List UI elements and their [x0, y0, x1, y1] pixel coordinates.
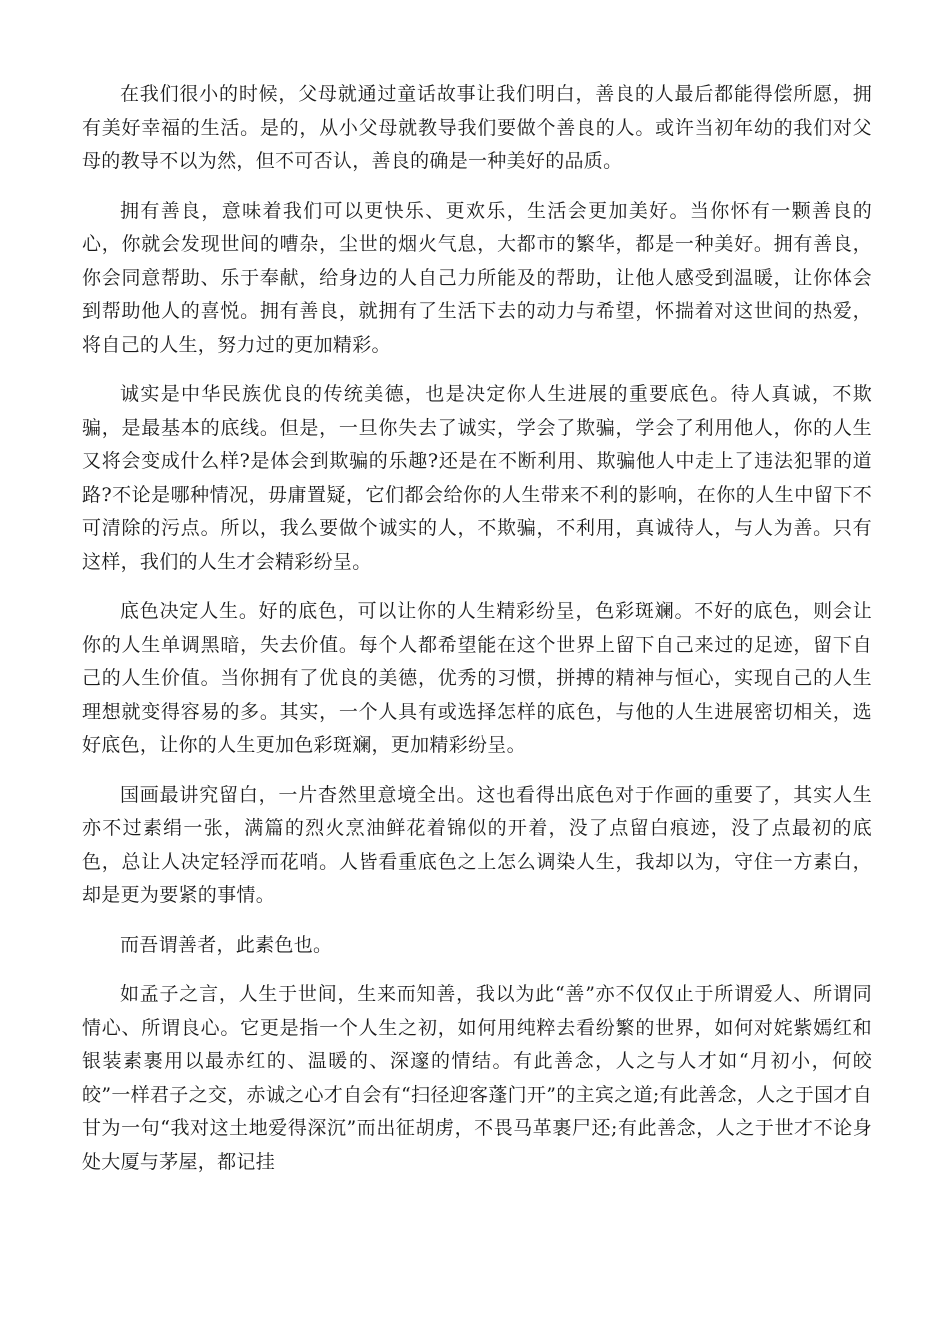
- paragraph-4: 底色决定人生。好的底色，可以让你的人生精彩纷呈，色彩斑斓。不好的底色，则会让你的人生单调黑暗，失去价值。每个人都希望能在这个世界上留下自己来过的足迹，留下自己的人生价值。当你拥有了优良的美德，优秀的习惯，拼搏的精神与恒心，实现自己的人生理想就变得容易的多。其实，一个人具有或选择怎样的底色，与他的人生进展密切相关，选好底色，让你的人生更加色彩斑斓，更加精彩纷呈。: [82, 600, 872, 756]
- paragraph-6: 而吾谓善者，此素色也。: [120, 933, 333, 956]
- paragraph-1: 在我们很小的时候，父母就通过童话故事让我们明白，善良的人最后都能得偿所愿，拥有美好幸福的生活。是的，从小父母就教导我们要做个善良的人。或许当初年幼的我们对父母的教导不以为然，但不可否认，善良的确是一种美好的品质。: [82, 83, 872, 172]
- essay-body: [82, 78, 872, 1195]
- paragraph-2: 拥有善良，意味着我们可以更快乐、更欢乐，生活会更加美好。当你怀有一颗善良的心，你就会发现世间的嘈杂，尘世的烟火气息，大都市的繁华，都是一种美好。拥有善良，你会同意帮助、乐于奉献，给身边的人自己力所能及的帮助，让他人感受到温暖，让你体会到帮助他人的喜悦。拥有善良，就拥有了生活下去的动力与希望，怀揣着对这世间的热爱，将自己的人生，努力过的更加精彩。: [82, 199, 872, 356]
- paragraph-7: 如孟子之言，人生于世间，生来而知善，我以为此“善”亦不仅仅止于所谓爱人、所谓同情心、所谓良心。它更是指一个人生之初，如何用纯粹去看纷繁的世界，如何对姹紫嫣红和银装素裹用以最赤红的、温暖的、深邃的情结。有此善念，人之与人才如“月初小，何皎皎”一样君子之交，赤诚之心才自会有“扫径迎客蓬门开”的主宾之道;有此善念，人之于国才自甘为一句“我对这土地爱得深沉”而出征胡虏，不畏马革裹尸还;有此善念，人之于世才不论身处大厦与茅屋，都记挂: [82, 983, 872, 1173]
- paragraph-3: 诚实是中华民族优良的传统美德，也是决定你人生进展的重要底色。待人真诚，不欺骗，是最基本的底线。但是，一旦你失去了诚实，学会了欺骗，学会了利用他人，你的人生又将会变成什么样?是体会到欺骗的乐趣?还是在不断利用、欺骗他人中走上了违法犯罪的道路?不论是哪种情况，毋庸置疑，它们都会给你的人生带来不利的影响，在你的人生中留下不可清除的污点。所以，我么要做个诚实的人，不欺骗，不利用，真诚待人，与人为善。只有这样，我们的人生才会精彩纷呈。: [82, 383, 872, 573]
- paragraph-5: 国画最讲究留白，一片杳然里意境全出。这也看得出底色对于作画的重要了，其实人生亦不过素绢一张，满篇的烈火烹油鲜花着锦似的开着，没了点留白痕迹，没了点最初的底色，总让人决定轻浮而花哨。人皆看重底色之上怎么调染人生，我却以为，守住一方素白，却是更为要紧的事情。: [82, 783, 872, 906]
